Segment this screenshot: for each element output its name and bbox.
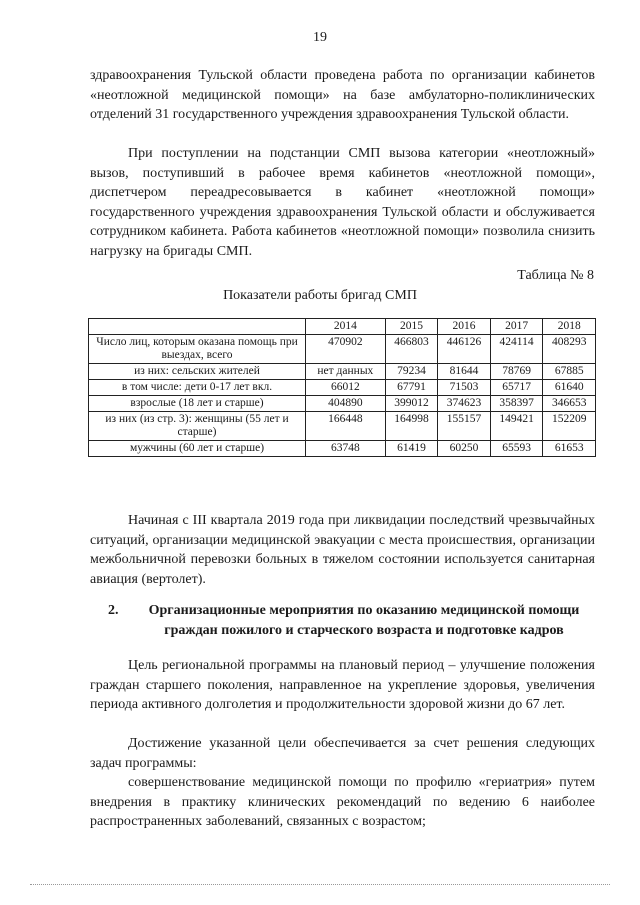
table-cell: 63748 <box>306 441 386 457</box>
table-header-blank <box>89 319 306 335</box>
section-number: 2. <box>108 603 119 618</box>
row-label: взрослые (18 лет и старше) <box>89 396 306 412</box>
row-label: из них (из стр. 3): женщины (55 лет и старше) <box>89 412 306 441</box>
table-cell: 67885 <box>543 364 596 380</box>
year-header: 2018 <box>543 319 596 335</box>
table-cell: 164998 <box>385 412 438 441</box>
table-row <box>89 412 596 441</box>
table-cell: 155157 <box>438 412 491 441</box>
paragraph-5: Достижение указанной цели обеспечивается за счет решения следующих задач программы: <box>90 736 595 771</box>
table-row <box>89 380 596 396</box>
year-header: 2017 <box>490 319 543 335</box>
section-heading <box>108 601 598 640</box>
table-cell: 61653 <box>543 441 596 457</box>
table-cell: 67791 <box>385 380 438 396</box>
bottom-divider <box>30 884 610 886</box>
row-label: Число лиц, которым оказана помощь при выездах, всего <box>89 335 306 364</box>
table-cell: 408293 <box>543 335 596 364</box>
table-cell: 149421 <box>490 412 543 441</box>
row-label: в том числе: дети 0-17 лет вкл. <box>89 380 306 396</box>
table-cell: 79234 <box>385 364 438 380</box>
table-cell: 358397 <box>490 396 543 412</box>
table-cell: 61640 <box>543 380 596 396</box>
table-cell: 404890 <box>306 396 386 412</box>
paragraph-6: совершенствование медицинской помощи по профилю «гериатрия» путем внедрения в практику клинических рекомендаций по ведению 6 наиболее распространенных заболеваний, связанных с возрастом; <box>90 775 595 829</box>
year-header: 2015 <box>385 319 438 335</box>
table-cell: 374623 <box>438 396 491 412</box>
table-cell: 65593 <box>490 441 543 457</box>
table-header-row <box>89 319 596 335</box>
smp-table <box>88 318 596 457</box>
table-cell: 78769 <box>490 364 543 380</box>
table-cell: 470902 <box>306 335 386 364</box>
table-cell: 152209 <box>543 412 596 441</box>
table-label: Таблица № 8 <box>517 268 594 283</box>
table-cell: 399012 <box>385 396 438 412</box>
table-title: Показатели работы бригад СМП <box>223 288 417 303</box>
table-cell: 466803 <box>385 335 438 364</box>
table-cell: 81644 <box>438 364 491 380</box>
paragraph-1: здравоохранения Тульской области проведена работа по организации кабинетов «неотложной медицинской помощи» на базе амбулаторно-поликлинических отделений 31 государственного учреждения здравоохранения Тульской области. <box>90 68 595 122</box>
row-label: мужчины (60 лет и старше) <box>89 441 306 457</box>
year-header: 2016 <box>438 319 491 335</box>
table-cell: 424114 <box>490 335 543 364</box>
paragraph-3: Начиная с III квартала 2019 года при ликвидации последствий чрезвычайных ситуаций, организации медицинской эвакуации с места происшествия, организации межбольничной перевозки больных в тяжелом состоянии используется санитарная авиация (вертолет). <box>90 513 595 587</box>
year-header: 2014 <box>306 319 386 335</box>
table-cell: 60250 <box>438 441 491 457</box>
table-cell: 346653 <box>543 396 596 412</box>
table-row <box>89 441 596 457</box>
table-cell: 166448 <box>306 412 386 441</box>
table-row <box>89 335 596 364</box>
table-cell: нет данных <box>306 364 386 380</box>
page-number: 19 <box>313 30 327 45</box>
table-cell: 65717 <box>490 380 543 396</box>
table-cell: 71503 <box>438 380 491 396</box>
table-cell: 61419 <box>385 441 438 457</box>
table-cell: 66012 <box>306 380 386 396</box>
table-row <box>89 396 596 412</box>
row-label: из них: сельских жителей <box>89 364 306 380</box>
paragraph-2: При поступлении на подстанции СМП вызова категории «неотложный» вызов, поступивший в рабочее время кабинетов «неотложной помощи», диспетчером переадресовывается в кабинет «неотложной помощи» государственного учреждения здравоохранения Тульской области и обслуживается сотрудником кабинета. Работа кабинетов «неотложной помощи» позволила снизить нагрузку на бригады СМП. <box>90 146 595 259</box>
table-row <box>89 364 596 380</box>
paragraph-4: Цель региональной программы на плановый период – улучшение положения граждан старшего поколения, направленное на укрепление здоровья, увеличения периода активного долголетия и продолжительности здоровой жизни до 67 лет. <box>90 658 595 712</box>
table-cell: 446126 <box>438 335 491 364</box>
section-title: Организационные мероприятия по оказанию медицинской помощи граждан пожилого и старческого возраста и подготовке кадров <box>148 603 580 638</box>
